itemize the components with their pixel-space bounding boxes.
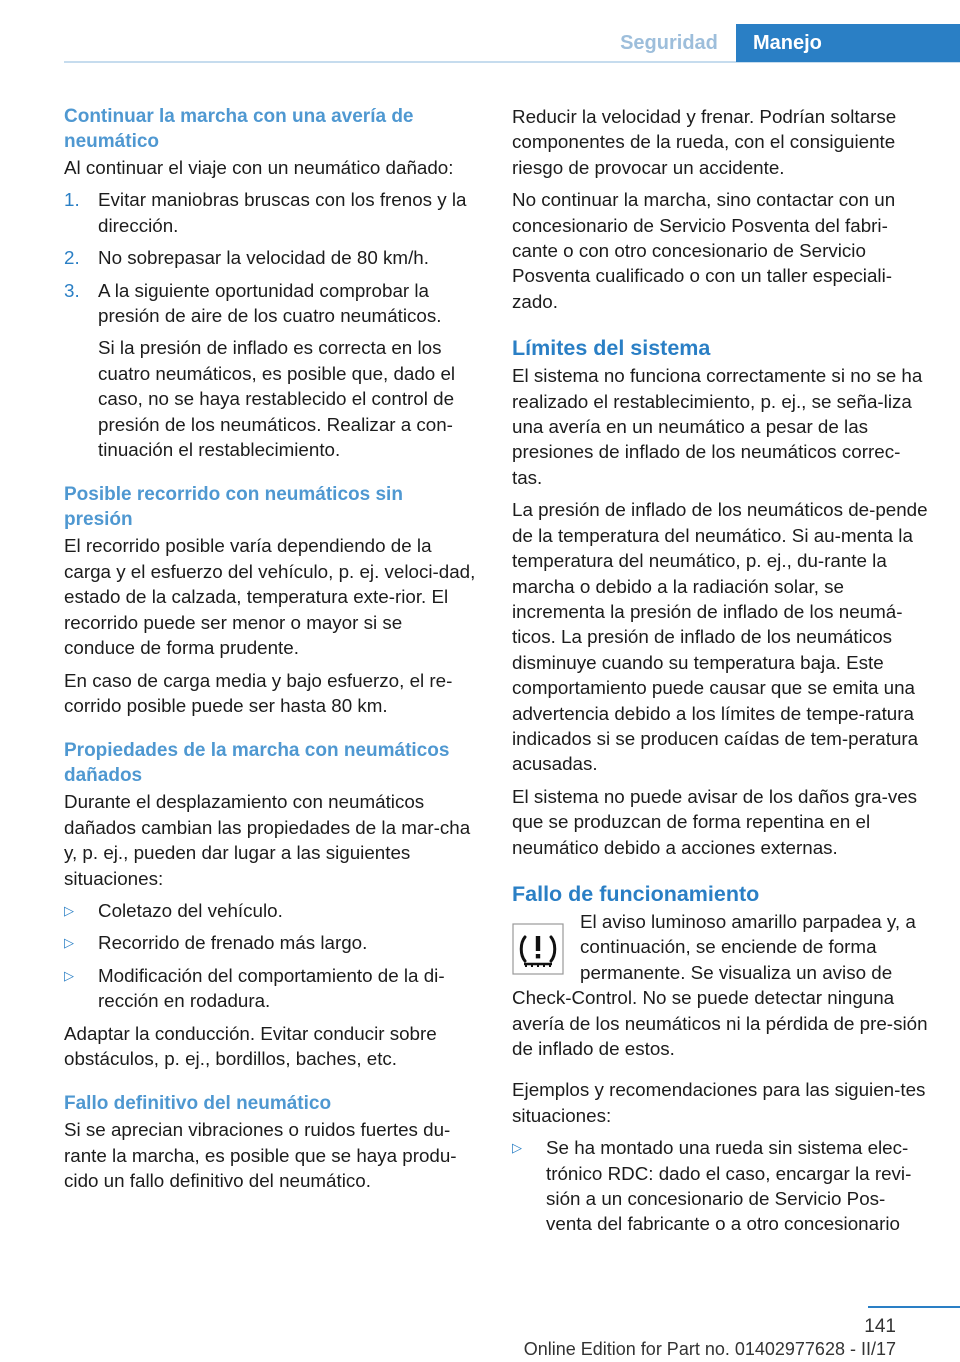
paragraph: La presión de inflado de los neumáticos de-pende de la temperatura del neumático. Si au-menta la temperatura del neumático, p. ej., du-rante la marcha o debido a la radiación solar, se incrementa la presión de inflado de los neumá-ticos. La presión de inflado de los neumáticos disminuye cuando su temperatura baja. Este comportamiento puede causar que se emita una advertencia debido a los límites de tempe-ratura indicados si se producen caídas de tem-peratura acusadas. <box>512 499 928 775</box>
paragraph: Ejemplos y recomendaciones para las siguien-tes situaciones: <box>512 1079 926 1126</box>
paragraph: El aviso luminoso amarillo parpadea y, a continuación, se enciende de forma permanente. Se visualiza un aviso de Check-Control. No se puede detectar ninguna avería de los neumáticos ni la pérdida de pre-sión de inflado de estos. <box>512 910 928 1059</box>
triangle-bullet-icon: ▷ <box>64 935 74 951</box>
list-item <box>64 930 476 955</box>
section-heading-limites: Límites del sistema <box>512 336 711 361</box>
list-item-text: Modificación del comportamiento de la di-rección en rodadura. <box>98 964 445 1012</box>
triangle-bullet-icon: ▷ <box>64 902 74 918</box>
list-number: 2. <box>64 247 80 269</box>
paragraph: Si se aprecian vibraciones o ruidos fuertes du-rante la marcha, es posible que se haya produ-cido un fallo definitivo del neumático. <box>64 1119 457 1192</box>
section-heading-continuar: Continuar la marcha con una avería de neumático <box>64 106 414 152</box>
paragraph: Reducir la velocidad y frenar. Podrían soltarse componentes de la rueda, con el consiguiente riesgo de provocar un accidente. <box>512 106 897 178</box>
list-item <box>64 898 476 923</box>
section-heading-fallo-funcionamiento: Fallo de funcionamiento <box>512 881 760 906</box>
paragraph: Adaptar la conducción. Evitar conducir sobre obstáculos, p. ej., bordillos, baches, etc. <box>64 1022 437 1069</box>
tab-manejo[interactable]: Manejo <box>736 24 960 62</box>
paragraph: El sistema no funciona correctamente si no se ha realizado el restablecimiento, p. ej., se seña-liza una avería en un neumático a pesar de las presiones de inflado de los neumáticos correc-tas. <box>512 365 923 488</box>
list-item <box>64 187 476 238</box>
paragraph: Durante el desplazamiento con neumáticos dañados cambian las propiedades de la mar-cha y, p. ej., pueden dar lugar a las siguientes situaciones: <box>64 791 471 889</box>
paragraph: El recorrido posible varía dependiendo de la carga y el esfuerzo del vehículo, p. ej. veloci-dad, estado de la calzada, temperatura exte-rior. El recorrido puede ser menor o mayor si se conduce de forma prudente. <box>64 535 476 659</box>
paragraph: El sistema no puede avisar de los daños gra-ves que se produzcan de forma repentina en el neumático debido a acciones externas. <box>512 785 918 858</box>
bullet-list <box>64 898 476 1014</box>
list-item-text: Evitar maniobras bruscas con los frenos y la dirección. <box>98 189 467 236</box>
list-item-text: A la siguiente oportunidad comprobar la presión de aire de los cuatro neumáticos. <box>98 279 442 327</box>
warning-block <box>512 909 928 1061</box>
list-item-text: Recorrido de frenado más largo. <box>98 932 368 954</box>
list-item-note: Si la presión de inflado es correcta en los cuatro neumáticos, es posible que, dado el caso, no se haya restablecido el control de presión de los neumáticos. Realizar a con-tinuación el restablecimiento. <box>98 337 456 461</box>
list-item <box>512 1135 928 1237</box>
section-heading-fallo-definitivo: Fallo definitivo del neumático <box>64 1093 332 1115</box>
list-item <box>64 963 476 1014</box>
triangle-bullet-icon: ▷ <box>512 1140 522 1156</box>
right-column <box>512 104 928 1244</box>
tire-pressure-warning-icon <box>512 923 564 975</box>
list-number: 1. <box>64 189 80 211</box>
page-number: 141 <box>864 1316 896 1337</box>
paragraph: Al continuar el viaje con un neumático dañado: <box>64 157 454 178</box>
footer-rule <box>868 1306 960 1308</box>
list-item <box>64 278 476 463</box>
section-heading-propiedades: Propiedades de la marcha con neumáticos dañados <box>64 740 450 787</box>
list-item <box>64 245 476 270</box>
list-item-text: Coletazo del vehículo. <box>98 899 283 921</box>
paragraph: En caso de carga media y bajo esfuerzo, el re-corrido posible puede ser hasta 80 km. <box>64 669 453 716</box>
list-number: 3. <box>64 279 80 301</box>
numbered-list <box>64 187 476 462</box>
list-item-text: No sobrepasar la velocidad de 80 km/h. <box>98 247 429 269</box>
tab-seguridad[interactable]: Seguridad <box>620 31 718 54</box>
left-column <box>64 104 476 1201</box>
paragraph: No continuar la marcha, sino contactar con un concesionario de Servicio Posventa del fabri-cante o con otro concesionario de Servicio Posventa cualificado o con un taller especiali-zado. <box>512 189 896 312</box>
edition-note: Online Edition for Part no. 01402977628 - II/17 <box>523 1339 896 1359</box>
section-heading-recorrido: Posible recorrido con neumáticos sin presión <box>64 484 403 531</box>
list-item-text: Se ha montado una rueda sin sistema elec-trónico RDC: dado el caso, encargar la revi-sión a un concesionario de Servicio Pos-venta del fabricante o a otro concesionario <box>546 1137 912 1235</box>
bullet-list <box>512 1135 928 1237</box>
triangle-bullet-icon: ▷ <box>64 967 74 983</box>
